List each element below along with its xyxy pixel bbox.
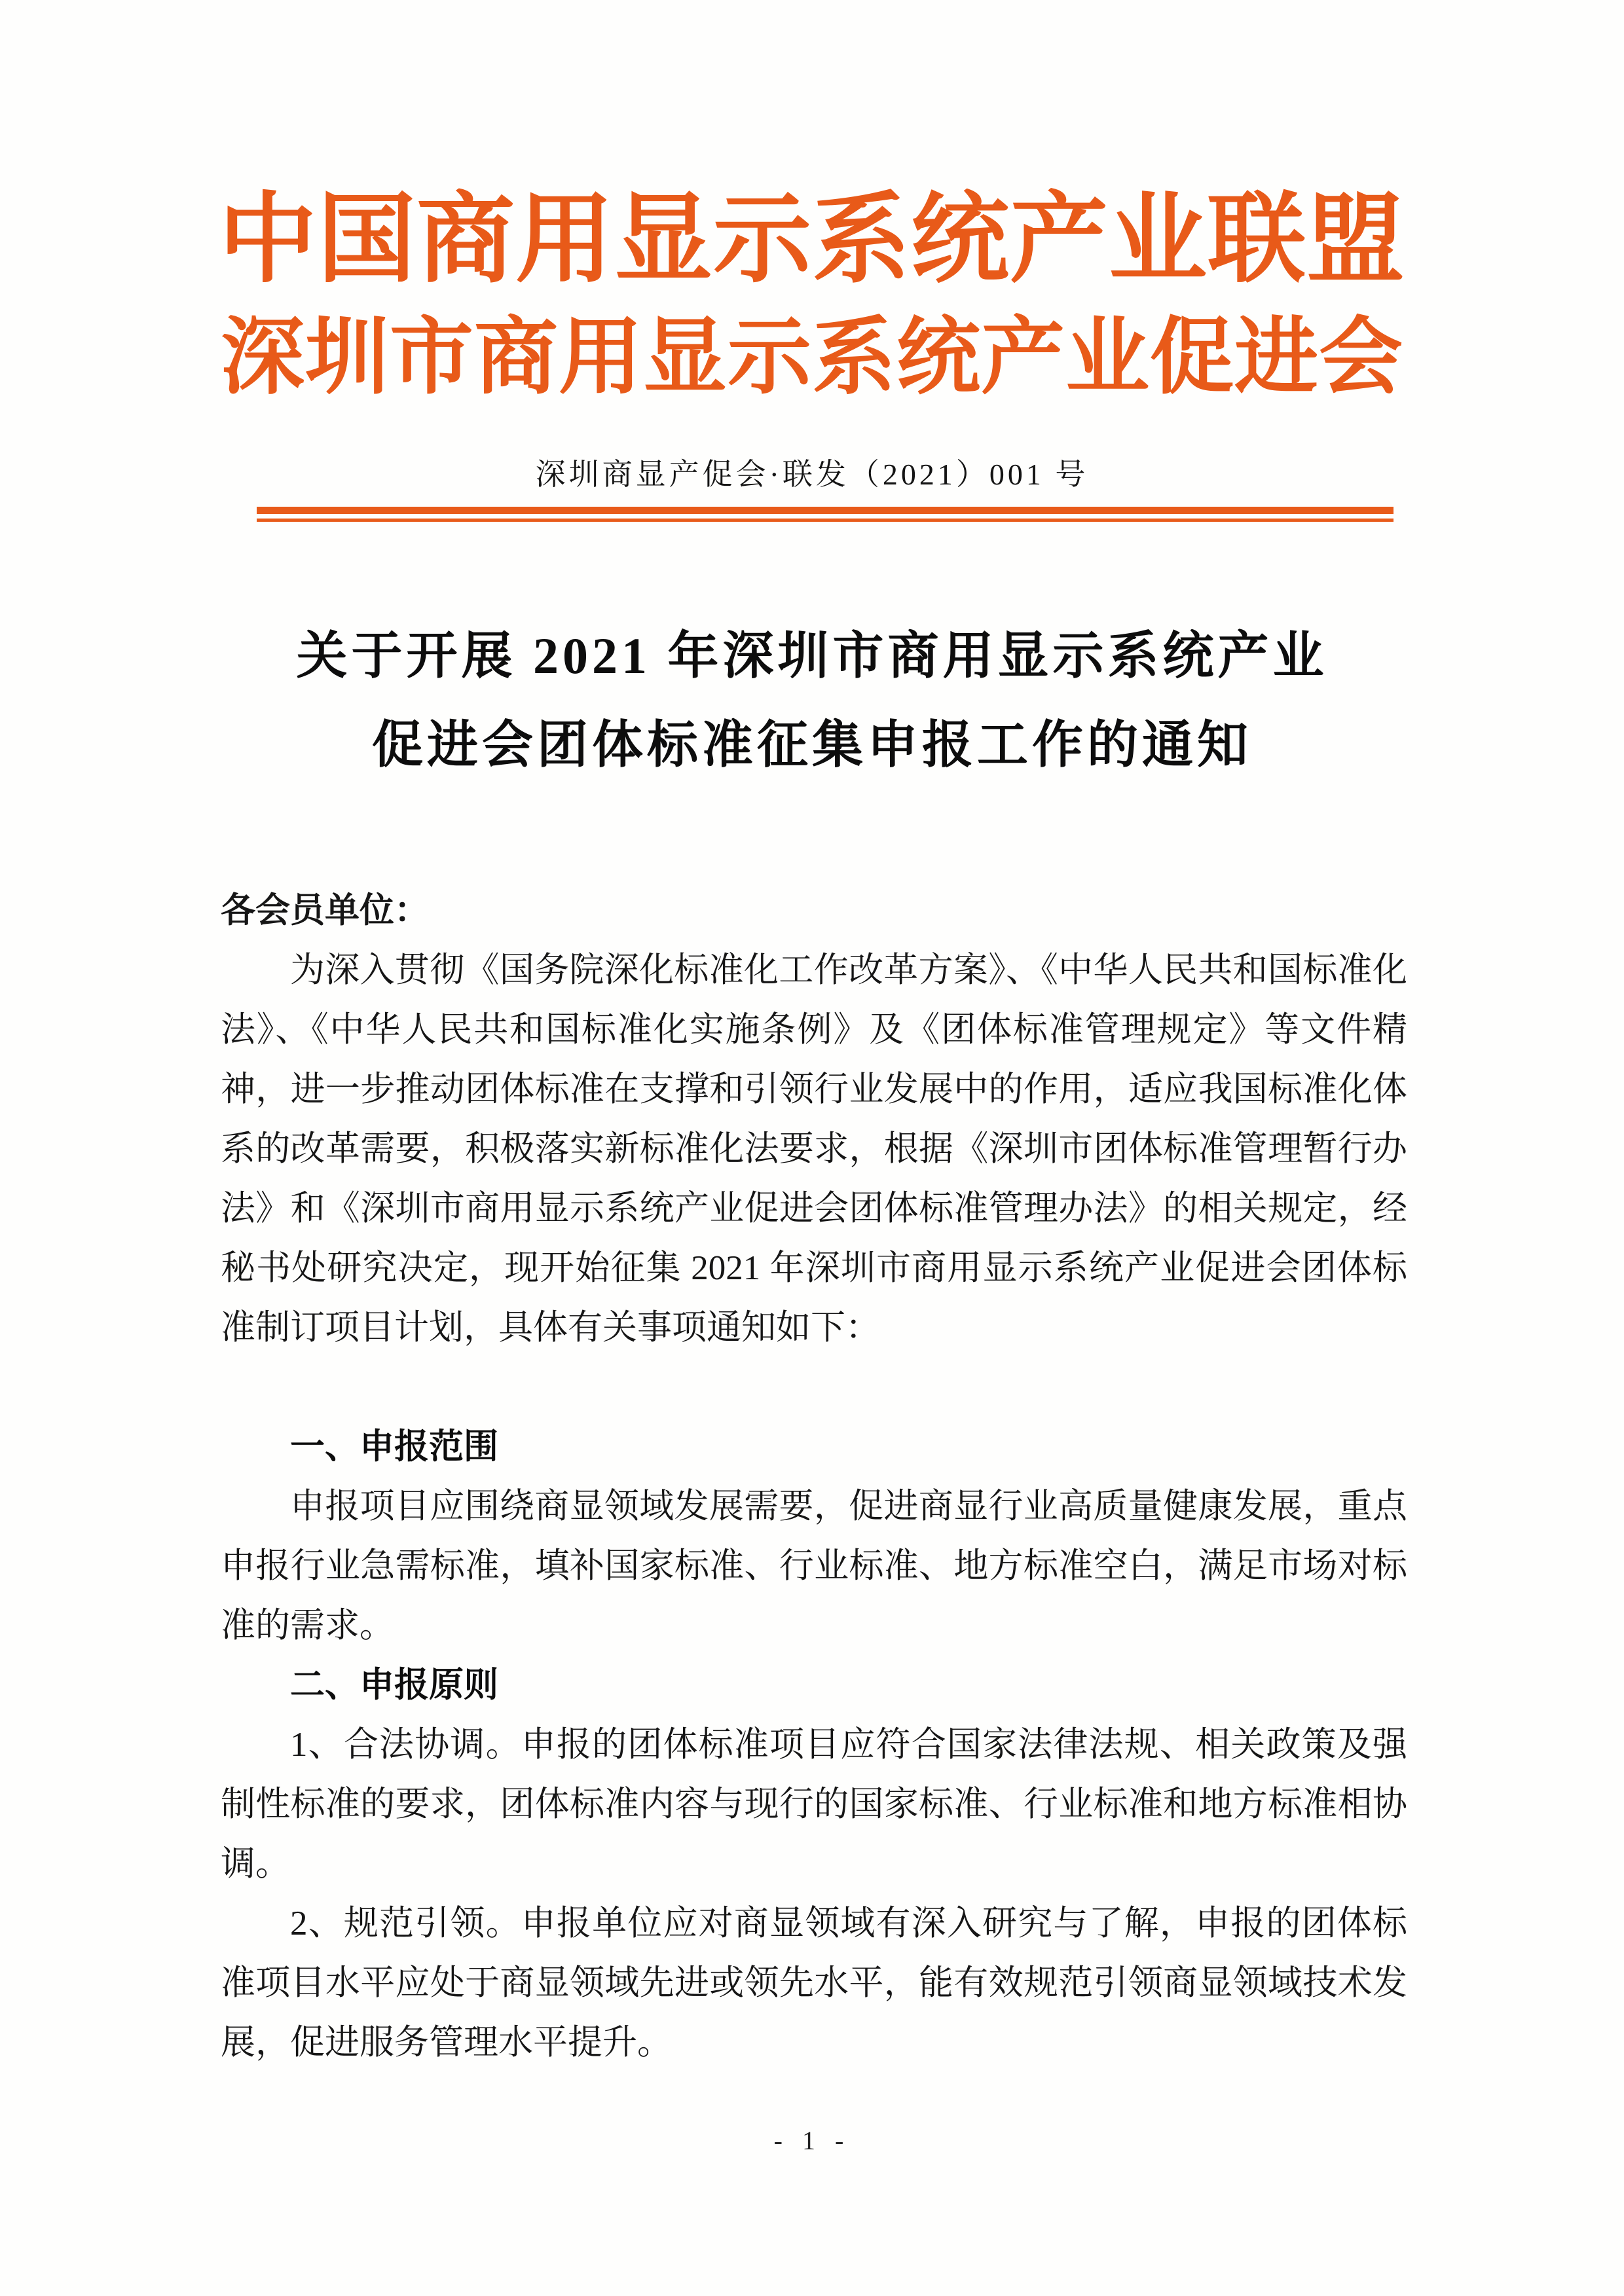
document-title-line1: 关于开展 2021 年深圳市商用显示系统产业 (296, 627, 1328, 684)
page-number: - 1 - (773, 2126, 851, 2155)
salutation: 各会员单位： (221, 892, 429, 930)
intro-paragraph: 为深入贯彻《国务院深化标准化工作改革方案》、《中华人民共和国标准化法》、《中华人民共和国标准化实施条例》及《团体标准管理规定》等文件精神，进一步推动团体标准在支撑和引领行业发展中的作用，适应我国标准化体系的改革需要，积极落实新标准化法要求，根据《深圳市团体标准管理暂行办法》和《深圳市商用显示系统产业促进会团体标准管理办法》的相关规定，经秘书处研究决定，现开始征集 2021 年深圳市商用显示系统产业促进会团体标准制订项目计划，具体有关事项通知如下： (221, 951, 1407, 1347)
letterhead-org-line1: 中国商用显示系统产业联盟 (218, 186, 1405, 295)
document-reference-number: 深圳商显产促会·联发（2021）001 号 (535, 458, 1089, 491)
section1-heading: 一、申报范围 (290, 1428, 498, 1466)
document-title (0, 611, 1624, 790)
document-body (221, 881, 1407, 2073)
section1-paragraph: 申报项目应围绕商显领域发展需要，促进商显行业高质量健康发展，重点申报行业急需标准，填补国家标准、行业标准、地方标准空白，满足市场对标准的需求。 (221, 1487, 1407, 1645)
letterhead-divider-thin (257, 519, 1393, 522)
section2-item2: 2、规范引领。申报单位应对商显领域有深入研究与了解，申报的团体标准项目水平应处于商显领域先进或领先水平，能有效规范引领商显领域技术发展，促进服务管理水平提升。 (221, 1904, 1407, 2062)
document-title-line2: 促进会团体标准征集申报工作的通知 (371, 716, 1252, 773)
letterhead-divider-thick (257, 507, 1393, 514)
letterhead-org-line2: 深圳市商用显示系统产业促进会 (220, 311, 1403, 404)
section2-heading: 二、申报原则 (290, 1666, 498, 1704)
section2-item1: 1、合法协调。申报的团体标准项目应符合国家法律法规、相关政策及强制性标准的要求，团体标准内容与现行的国家标准、行业标准和地方标准相协调。 (221, 1726, 1407, 1883)
